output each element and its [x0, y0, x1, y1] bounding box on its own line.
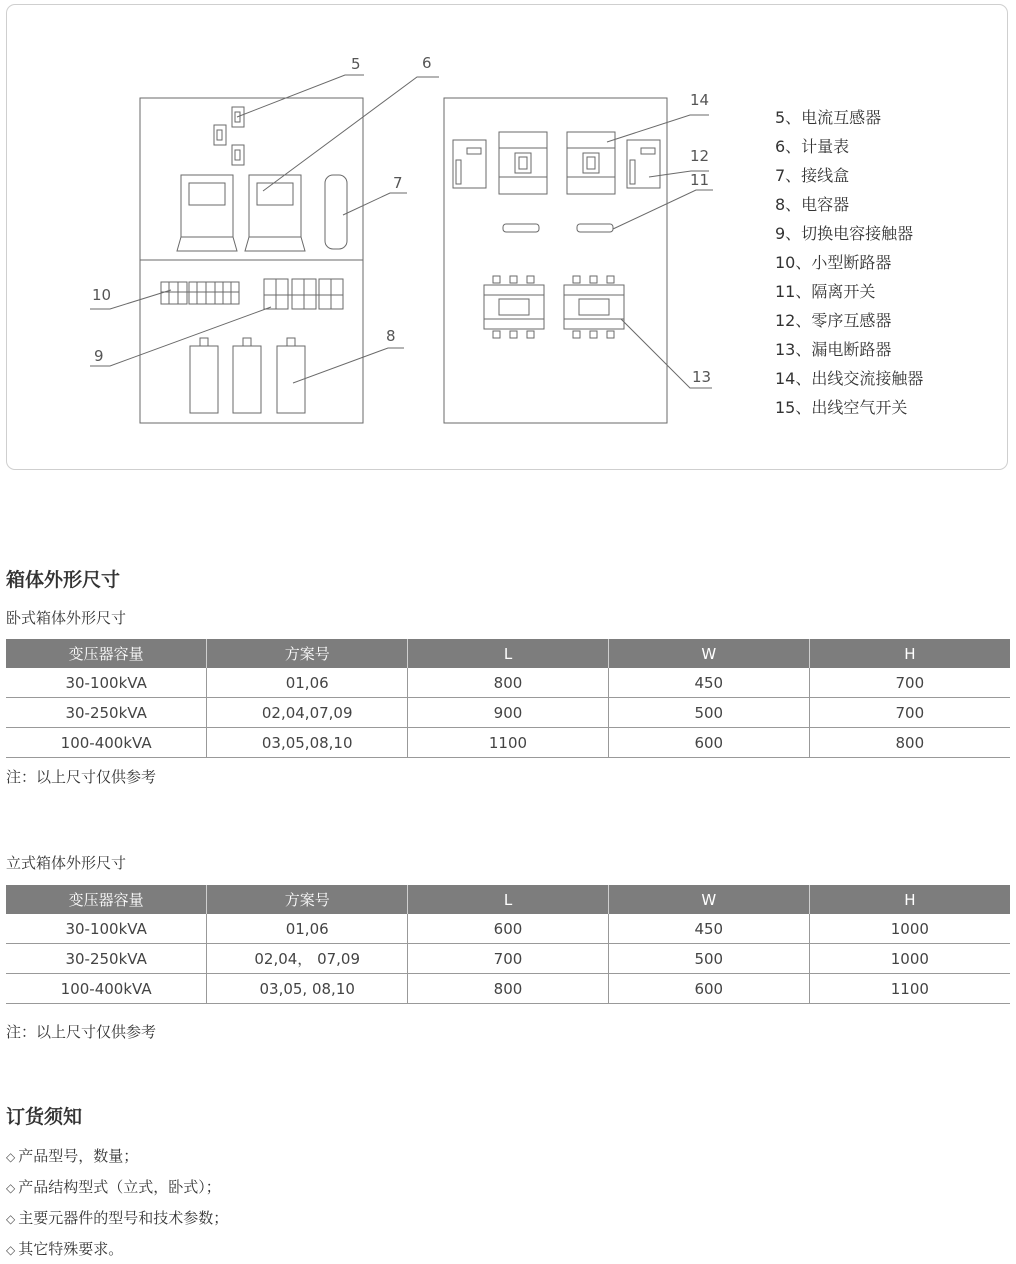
order-item [6, 1207, 228, 1228]
column-header: W [608, 885, 809, 914]
column-header: 变压器容量 [6, 885, 207, 914]
table-cell: 600 [608, 974, 809, 1004]
switching-contactor-icon [264, 279, 343, 309]
legend-item: 9、切换电容接触器 [775, 224, 914, 243]
horizontal-dimensions-table [6, 639, 1010, 758]
table-cell: 800 [408, 668, 609, 698]
table-cell: 450 [608, 914, 809, 944]
vertical-note: 注：以上尺寸仅供参考 [6, 1023, 157, 1041]
table-cell: 700 [809, 668, 1010, 698]
legend-item: 12、零序互感器 [775, 311, 892, 330]
horizontal-note: 注：以上尺寸仅供参考 [6, 768, 157, 786]
vertical-dimensions-table [6, 885, 1010, 1004]
left-cabinet [140, 98, 363, 423]
table-cell: 600 [608, 728, 809, 758]
column-header: 方案号 [207, 639, 408, 668]
ordering-title: 订货须知 [6, 1106, 83, 1128]
table-row [6, 668, 1010, 698]
column-header: 方案号 [207, 885, 408, 914]
bullet-diamond-icon: ◇ [6, 1212, 16, 1226]
callout-13: 13 [692, 368, 712, 386]
order-item-text: 产品结构型式（立式，卧式）； [18, 1178, 221, 1196]
outgoing-air-switch-icon [499, 132, 615, 194]
table-cell: 1100 [408, 728, 609, 758]
order-item-text: 产品型号，数量； [18, 1147, 139, 1165]
column-header: 变压器容量 [6, 639, 207, 668]
table-row [6, 728, 1010, 758]
column-header: H [809, 885, 1010, 914]
callout-10: 10 [92, 286, 112, 304]
table-cell: 30-250kVA [6, 698, 207, 728]
column-header: W [608, 639, 809, 668]
table-cell: 30-100kVA [6, 914, 207, 944]
table-cell: 600 [408, 914, 609, 944]
table-cell: 03,05,08,10 [207, 728, 408, 758]
column-header: H [809, 639, 1010, 668]
callout-7: 7 [393, 174, 403, 192]
callout-6: 6 [422, 54, 432, 72]
isolation-switch-icon [503, 224, 613, 232]
legend-item: 11、隔离开关 [775, 282, 876, 301]
legend-item: 10、小型断路器 [775, 253, 892, 272]
table-cell: 800 [408, 974, 609, 1004]
legend-item: 7、接线盒 [775, 166, 850, 185]
table-cell: 30-250kVA [6, 944, 207, 974]
table-cell: 30-100kVA [6, 668, 207, 698]
legend-item: 5、电流互感器 [775, 108, 882, 127]
column-header: L [408, 885, 609, 914]
column-header: L [408, 639, 609, 668]
table-cell: 1000 [809, 944, 1010, 974]
callout-12: 12 [690, 147, 710, 165]
zero-sequence-transformer-icon [453, 140, 660, 188]
table-cell: 01,06 [207, 668, 408, 698]
table-row [6, 914, 1010, 944]
table-cell: 1100 [809, 974, 1010, 1004]
table-row [6, 698, 1010, 728]
legend-item: 8、电容器 [775, 195, 850, 214]
bullet-diamond-icon: ◇ [6, 1150, 16, 1164]
table-cell: 500 [608, 698, 809, 728]
legend-item: 14、出线交流接触器 [775, 369, 924, 388]
table-cell: 500 [608, 944, 809, 974]
legend-item: 13、漏电断路器 [775, 340, 892, 359]
callout-14: 14 [690, 91, 710, 109]
table-header-row [6, 885, 1010, 914]
dimensions-title: 箱体外形尺寸 [6, 569, 121, 591]
leader-lines [90, 75, 713, 388]
table-header-row [6, 639, 1010, 668]
table-cell: 450 [608, 668, 809, 698]
callout-8: 8 [386, 327, 396, 345]
callout-11: 11 [690, 171, 710, 189]
table-cell: 02,04,07,09 [207, 698, 408, 728]
table-row [6, 974, 1010, 1004]
table-cell: 01,06 [207, 914, 408, 944]
layout-diagram-panel [6, 4, 1008, 470]
table-cell: 800 [809, 728, 1010, 758]
order-item-text: 其它特殊要求。 [18, 1240, 124, 1258]
meter-icon [177, 175, 305, 251]
table-cell: 900 [408, 698, 609, 728]
small-breaker-icon [161, 282, 239, 304]
callout-5: 5 [351, 55, 361, 73]
order-item [6, 1176, 221, 1197]
legend-item: 15、出线空气开关 [775, 398, 908, 417]
bullet-diamond-icon: ◇ [6, 1243, 16, 1257]
capacitor-icon [190, 338, 305, 413]
table-cell: 1000 [809, 914, 1010, 944]
legend-item: 6、计量表 [775, 137, 850, 156]
right-cabinet [444, 98, 667, 423]
component-legend [775, 105, 923, 424]
table-cell: 02,04， 07,09 [207, 944, 408, 974]
table-row [6, 944, 1010, 974]
order-item [6, 1238, 123, 1259]
table-cell: 700 [809, 698, 1010, 728]
junction-box-icon [325, 175, 347, 249]
table-cell: 100-400kVA [6, 974, 207, 1004]
vertical-subtitle: 立式箱体外形尺寸 [6, 854, 127, 872]
ac-contactor-icon [484, 276, 624, 338]
table-cell: 03,05, 08,10 [207, 974, 408, 1004]
order-item-text: 主要元器件的型号和技术参数； [18, 1209, 229, 1227]
callout-9: 9 [94, 347, 104, 365]
order-item [6, 1145, 138, 1166]
bullet-diamond-icon: ◇ [6, 1181, 16, 1195]
horizontal-subtitle: 卧式箱体外形尺寸 [6, 609, 127, 627]
table-cell: 100-400kVA [6, 728, 207, 758]
table-cell: 700 [408, 944, 609, 974]
